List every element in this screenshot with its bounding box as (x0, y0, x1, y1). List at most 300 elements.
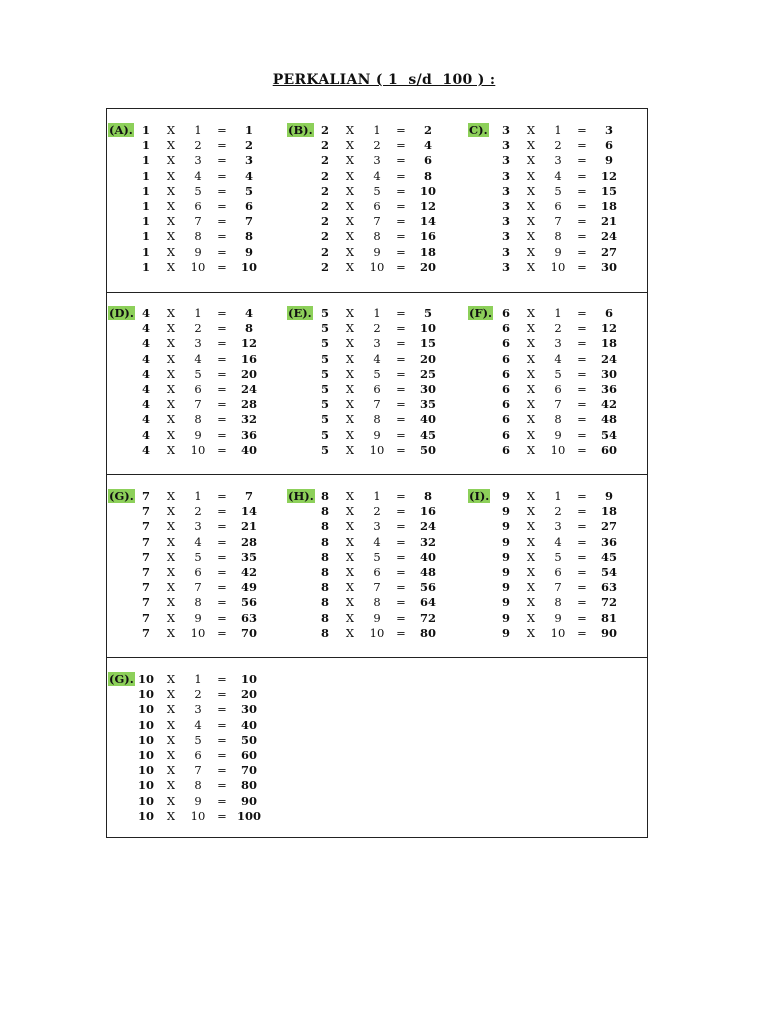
multiplicand: 3 (501, 168, 510, 183)
multiplicand: 8 (320, 625, 329, 640)
product: 42 (600, 397, 617, 412)
multiplicand: 10 (137, 748, 154, 762)
multiplicand: 6 (501, 306, 510, 320)
multiplier: 7 (373, 580, 381, 595)
product: 10 (419, 321, 436, 336)
product: 36 (600, 534, 617, 549)
times-sign: X (166, 519, 176, 534)
equals-sign: = (217, 489, 227, 503)
equals-sign: = (217, 412, 227, 427)
equation-row (108, 550, 288, 565)
equation-row (287, 580, 467, 595)
equals-sign: = (396, 336, 406, 351)
equation-row (108, 169, 288, 184)
multiplier: 8 (373, 412, 381, 427)
multiplier: 10 (190, 625, 206, 640)
equation-row (108, 229, 288, 244)
multiplicand: 3 (501, 123, 510, 137)
equation-row (287, 504, 467, 519)
equation-row (468, 153, 648, 168)
equals-sign: = (577, 183, 587, 198)
equals-sign: = (577, 534, 587, 549)
equals-sign: = (577, 138, 587, 153)
equation-row (468, 229, 648, 244)
equation-row (108, 535, 288, 550)
product: 12 (240, 336, 257, 351)
multiplicand: 2 (320, 123, 329, 137)
equals-sign: = (396, 321, 406, 336)
multiplicand: 2 (320, 199, 329, 213)
times-table-block (108, 306, 288, 466)
table-label: (D). (109, 306, 134, 320)
multiplier: 6 (194, 382, 202, 396)
multiplier: 8 (194, 412, 202, 427)
product: 8 (244, 321, 253, 336)
times-table-block (287, 123, 467, 283)
multiplicand: 6 (501, 336, 510, 351)
multiplier: 1 (194, 489, 202, 503)
times-sign: X (526, 442, 536, 457)
equals-sign: = (217, 199, 227, 213)
equals-sign: = (217, 717, 227, 732)
multiplier: 7 (373, 397, 381, 412)
equation-row (108, 809, 288, 824)
product: 15 (600, 183, 617, 198)
equals-sign: = (396, 595, 406, 610)
equals-sign: = (396, 397, 406, 412)
equals-sign: = (217, 580, 227, 595)
times-sign: X (526, 610, 536, 625)
product: 3 (604, 123, 613, 137)
equals-sign: = (396, 489, 406, 503)
table-label: (G). (109, 672, 134, 686)
times-sign: X (166, 123, 176, 137)
times-sign: X (166, 504, 176, 519)
multiplicand: 10 (137, 732, 154, 747)
product: 6 (244, 199, 253, 213)
multiplier: 1 (554, 123, 562, 137)
product: 5 (423, 306, 432, 320)
times-sign: X (526, 321, 536, 336)
multiplier: 9 (194, 610, 202, 625)
row-divider (107, 474, 647, 475)
equals-sign: = (396, 153, 406, 168)
times-sign: X (526, 519, 536, 534)
multiplier: 3 (194, 336, 202, 351)
multiplicand: 6 (501, 382, 510, 396)
product: 16 (419, 229, 436, 244)
equals-sign: = (396, 214, 406, 229)
times-sign: X (345, 489, 355, 503)
table-label: (A). (109, 123, 133, 137)
page-title (0, 72, 768, 88)
equation-row (468, 580, 648, 595)
multiplicand: 6 (501, 351, 510, 366)
times-sign: X (166, 549, 176, 564)
equation-row (108, 336, 288, 351)
equals-sign: = (217, 259, 227, 274)
multiplicand: 1 (141, 168, 150, 183)
equation-row (468, 535, 648, 550)
equals-sign: = (396, 427, 406, 442)
product: 24 (600, 351, 617, 366)
product: 24 (240, 382, 257, 396)
times-sign: X (166, 534, 176, 549)
times-sign: X (345, 153, 355, 168)
equation-row (468, 367, 648, 382)
times-sign: X (166, 595, 176, 610)
equals-sign: = (396, 519, 406, 534)
times-table-block (108, 489, 288, 649)
multiplicand: 2 (320, 153, 329, 168)
multiplicand: 6 (501, 397, 510, 412)
product: 2 (423, 123, 432, 137)
equals-sign: = (217, 763, 227, 778)
equals-sign: = (217, 153, 227, 168)
multiplier: 6 (554, 565, 562, 579)
multiplier: 10 (550, 625, 566, 640)
equals-sign: = (577, 214, 587, 229)
multiplicand: 7 (141, 610, 150, 625)
multiplicand: 7 (141, 565, 150, 579)
multiplier: 7 (194, 397, 202, 412)
equals-sign: = (577, 625, 587, 640)
multiplier: 3 (373, 153, 381, 168)
equals-sign: = (217, 565, 227, 579)
equation-row (108, 687, 288, 702)
multiplicand: 10 (137, 763, 154, 778)
multiplicand: 4 (141, 442, 150, 457)
equation-row (468, 565, 648, 580)
multiplier: 10 (190, 259, 206, 274)
equation-row (287, 367, 467, 382)
multiplicand: 3 (501, 183, 510, 198)
equation-row (468, 443, 648, 458)
multiplicand: 4 (141, 397, 150, 412)
times-sign: X (166, 168, 176, 183)
multiplicand: 7 (141, 580, 150, 595)
times-sign: X (345, 321, 355, 336)
equation-row (108, 748, 288, 763)
multiplicand: 3 (501, 244, 510, 259)
multiplier: 3 (554, 153, 562, 168)
equals-sign: = (217, 808, 227, 823)
equals-sign: = (577, 565, 587, 579)
times-sign: X (345, 625, 355, 640)
multiplicand: 5 (320, 351, 329, 366)
multiplier: 8 (373, 595, 381, 610)
equation-row (108, 702, 288, 717)
equation-row (287, 199, 467, 214)
times-sign: X (526, 412, 536, 427)
multiplier: 5 (194, 183, 202, 198)
multiplicand: 3 (501, 199, 510, 213)
product: 36 (240, 427, 257, 442)
times-sign: X (345, 244, 355, 259)
equals-sign: = (396, 382, 406, 396)
product: 20 (419, 259, 436, 274)
times-sign: X (166, 336, 176, 351)
times-sign: X (345, 168, 355, 183)
equation-row (108, 367, 288, 382)
multiplicand: 1 (141, 138, 150, 153)
multiplicand: 3 (501, 214, 510, 229)
equals-sign: = (217, 549, 227, 564)
product: 8 (423, 168, 432, 183)
equals-sign: = (217, 702, 227, 717)
equation-row (468, 214, 648, 229)
multiplier: 4 (554, 534, 562, 549)
equation-row (468, 245, 648, 260)
multiplicand: 10 (137, 808, 154, 823)
multiplicand: 7 (141, 504, 150, 519)
product: 72 (419, 610, 436, 625)
product: 35 (419, 397, 436, 412)
multiplier: 1 (373, 489, 381, 503)
product: 32 (419, 534, 436, 549)
times-sign: X (345, 412, 355, 427)
times-sign: X (526, 580, 536, 595)
product: 40 (419, 549, 436, 564)
times-table-block (468, 123, 648, 283)
equation-row (468, 504, 648, 519)
equals-sign: = (577, 427, 587, 442)
equation-row (287, 169, 467, 184)
equals-sign: = (396, 580, 406, 595)
times-sign: X (166, 580, 176, 595)
multiplicand: 4 (141, 321, 150, 336)
multiplier: 8 (554, 595, 562, 610)
times-table-block (468, 306, 648, 466)
equation-row (287, 611, 467, 626)
product: 8 (244, 229, 253, 244)
multiplier: 10 (550, 259, 566, 274)
multiplicand: 6 (501, 366, 510, 381)
product: 81 (600, 610, 617, 625)
multiplier: 6 (373, 382, 381, 396)
equals-sign: = (577, 199, 587, 213)
multiplicand: 6 (501, 427, 510, 442)
multiplicand: 9 (501, 625, 510, 640)
product: 35 (240, 549, 257, 564)
times-sign: X (166, 382, 176, 396)
multiplier: 5 (373, 183, 381, 198)
times-sign: X (166, 687, 176, 702)
multiplicand: 8 (320, 580, 329, 595)
multiplier: 7 (194, 214, 202, 229)
equation-row (108, 626, 288, 641)
product: 10 (419, 183, 436, 198)
product: 63 (600, 580, 617, 595)
multiplier: 9 (373, 610, 381, 625)
product: 4 (244, 168, 253, 183)
times-sign: X (345, 504, 355, 519)
equals-sign: = (577, 336, 587, 351)
equals-sign: = (217, 244, 227, 259)
times-sign: X (526, 306, 536, 320)
equation-row (287, 352, 467, 367)
times-sign: X (345, 580, 355, 595)
times-sign: X (526, 229, 536, 244)
equals-sign: = (396, 549, 406, 564)
product: 40 (240, 442, 257, 457)
times-sign: X (166, 702, 176, 717)
equation-row (468, 412, 648, 427)
equals-sign: = (396, 412, 406, 427)
equation-row (287, 595, 467, 610)
product: 80 (419, 625, 436, 640)
multiplicand: 5 (320, 366, 329, 381)
equation-row (287, 550, 467, 565)
equals-sign: = (217, 504, 227, 519)
equation-row (287, 626, 467, 641)
equation-row (108, 412, 288, 427)
multiplier: 6 (373, 565, 381, 579)
multiplicand: 4 (141, 382, 150, 396)
multiplicand: 9 (501, 595, 510, 610)
product: 16 (419, 504, 436, 519)
equation-row (468, 260, 648, 275)
multiplier: 3 (194, 702, 202, 717)
times-table-block (108, 672, 288, 832)
product: 7 (244, 214, 253, 229)
product: 40 (419, 412, 436, 427)
multiplicand: 9 (501, 534, 510, 549)
multiplicand: 4 (141, 412, 150, 427)
equals-sign: = (577, 442, 587, 457)
multiplicand: 7 (141, 519, 150, 534)
multiplier: 9 (373, 244, 381, 259)
product: 6 (604, 306, 613, 320)
multiplicand: 2 (320, 168, 329, 183)
times-sign: X (526, 214, 536, 229)
product: 16 (240, 351, 257, 366)
times-sign: X (345, 549, 355, 564)
times-sign: X (345, 397, 355, 412)
table-label: (I). (469, 489, 490, 503)
multiplicand: 4 (141, 366, 150, 381)
multiplicand: 10 (137, 793, 154, 808)
times-sign: X (526, 427, 536, 442)
product: 70 (240, 763, 257, 778)
equals-sign: = (396, 504, 406, 519)
product: 14 (419, 214, 436, 229)
equals-sign: = (396, 168, 406, 183)
equals-sign: = (396, 229, 406, 244)
product: 21 (240, 519, 257, 534)
times-sign: X (526, 382, 536, 396)
product: 21 (600, 214, 617, 229)
equals-sign: = (396, 306, 406, 320)
product: 25 (419, 366, 436, 381)
equals-sign: = (396, 366, 406, 381)
multiplier: 2 (194, 504, 202, 519)
equation-row (287, 245, 467, 260)
product: 12 (600, 168, 617, 183)
table-label: (F). (469, 306, 493, 320)
product: 18 (419, 244, 436, 259)
times-sign: X (526, 351, 536, 366)
equation-row (108, 763, 288, 778)
times-sign: X (166, 244, 176, 259)
equation-row (108, 778, 288, 793)
product: 12 (600, 321, 617, 336)
product: 8 (423, 489, 432, 503)
equation-row (468, 184, 648, 199)
equation-row (108, 733, 288, 748)
equation-row (468, 397, 648, 412)
equation-row (108, 519, 288, 534)
multiplicand: 2 (320, 244, 329, 259)
equation-row (108, 580, 288, 595)
times-sign: X (166, 214, 176, 229)
product: 36 (600, 382, 617, 396)
multiplier: 9 (554, 244, 562, 259)
multiplicand: 8 (320, 519, 329, 534)
product: 1 (244, 123, 253, 137)
product: 24 (419, 519, 436, 534)
multiplicand: 10 (137, 702, 154, 717)
product: 90 (600, 625, 617, 640)
equation-row (287, 336, 467, 351)
times-sign: X (345, 595, 355, 610)
times-sign: X (526, 595, 536, 610)
equation-row (108, 565, 288, 580)
multiplier: 3 (554, 336, 562, 351)
times-sign: X (526, 259, 536, 274)
multiplier: 10 (369, 442, 385, 457)
times-sign: X (526, 565, 536, 579)
multiplier: 8 (194, 595, 202, 610)
product: 7 (244, 489, 253, 503)
multiplier: 5 (373, 549, 381, 564)
table-label: (E). (288, 306, 312, 320)
times-sign: X (345, 229, 355, 244)
equals-sign: = (577, 412, 587, 427)
times-sign: X (526, 138, 536, 153)
equals-sign: = (577, 351, 587, 366)
equation-row (287, 412, 467, 427)
equals-sign: = (217, 732, 227, 747)
times-sign: X (345, 183, 355, 198)
equals-sign: = (396, 625, 406, 640)
times-sign: X (166, 183, 176, 198)
multiplier: 1 (194, 672, 202, 686)
product: 28 (240, 534, 257, 549)
multiplicand: 2 (320, 229, 329, 244)
multiplicand: 5 (320, 306, 329, 320)
multiplicand: 1 (141, 123, 150, 137)
multiplier: 1 (373, 123, 381, 137)
product: 80 (240, 778, 257, 793)
product: 3 (244, 153, 253, 168)
times-sign: X (166, 427, 176, 442)
equation-row (108, 382, 288, 397)
equals-sign: = (217, 427, 227, 442)
multiplier: 8 (194, 778, 202, 793)
product: 42 (240, 565, 257, 579)
product: 9 (244, 244, 253, 259)
multiplier: 6 (194, 565, 202, 579)
multiplier: 2 (373, 321, 381, 336)
equation-row (287, 306, 467, 321)
equation-row (287, 428, 467, 443)
times-sign: X (526, 549, 536, 564)
multiplier: 10 (190, 442, 206, 457)
equation-row (468, 352, 648, 367)
multiplicand: 7 (141, 595, 150, 610)
equation-row (108, 184, 288, 199)
